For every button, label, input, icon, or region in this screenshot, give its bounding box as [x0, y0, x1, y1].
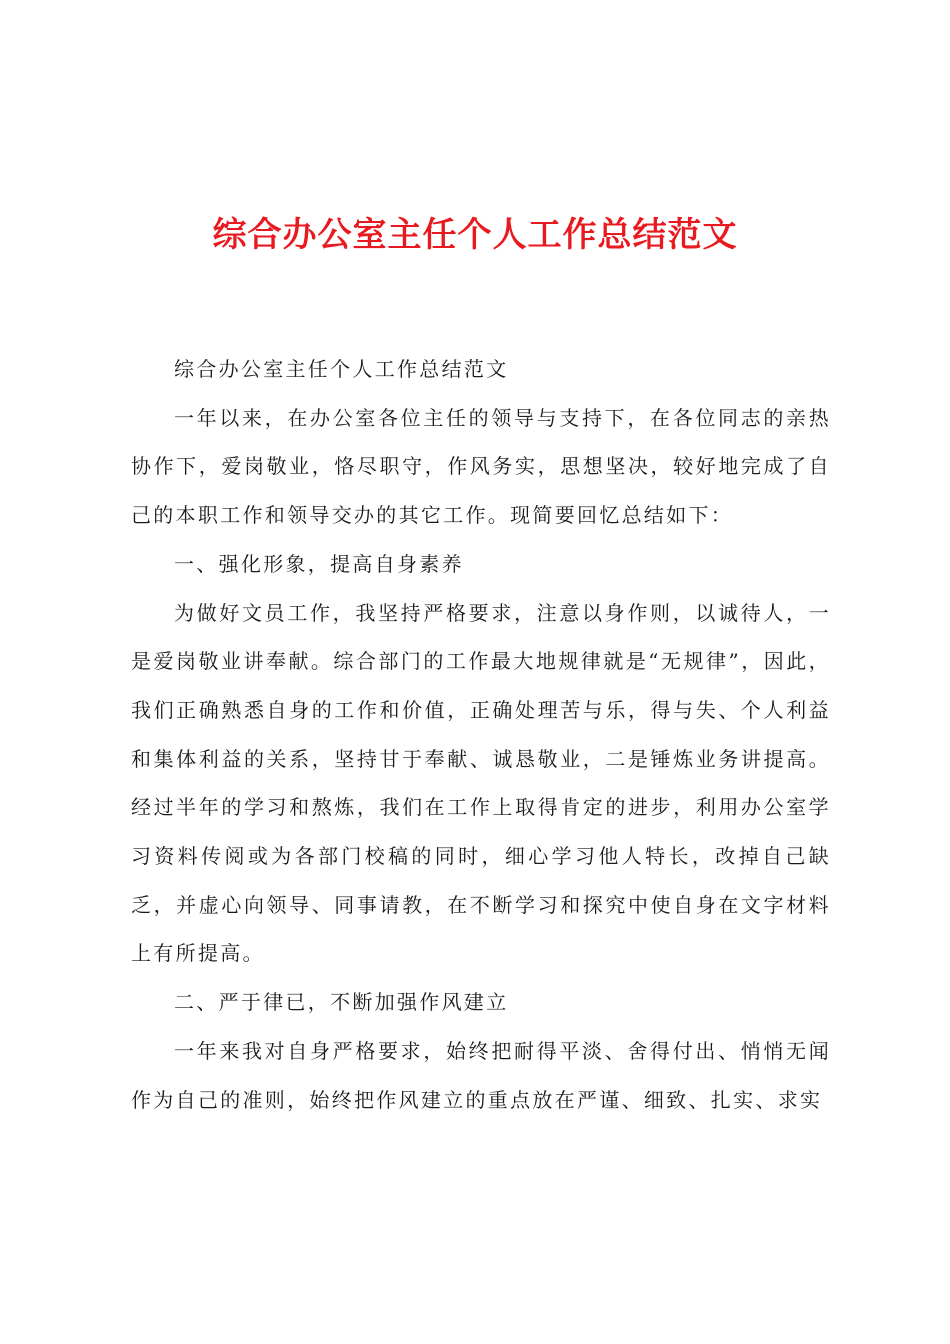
section-heading-2: 二、严于律已，不断加强作风建立: [174, 990, 509, 1015]
paragraph-section-2: 一年来我对自身严格要求，始终把耐得平淡、舍得付出、悄悄无闻作为自己的准则，始终把作风建立的重点放在严谨、细致、扎实、求实: [131, 1038, 831, 1112]
paragraph-section-1: 为做好文员工作，我坚持严格要求，注意以身作则，以诚待人，一是爱岗敬业讲奉献。综合部门的工作最大地规律就是“无规律”，因此，我们正确熟悉自身的工作和价值，正确处理苦与乐，得与失、个人利益和集体利益的关系，坚持甘于奉献、诚恳敬业，二是锤炼业务讲提高。经过半年的学习和熬炼，我们在工作上取得肯定的进步，利用办公室学习资料传阅或为各部门校稿的同时，细心学习他人特长，改掉自己缺乏，并虚心向领导、同事请教，在不断学习和探究中使自身在文字材料上有所提高。: [131, 600, 831, 966]
paragraph-heading-repeat: 综合办公室主任个人工作总结范文: [174, 357, 509, 381]
document-title: 综合办公室主任个人工作总结范文: [212, 215, 738, 255]
section-heading-1: 一、强化形象，提高自身素养: [174, 551, 464, 576]
document-body: [131, 345, 831, 1124]
paragraph-intro: 一年以来，在办公室各位主任的领导与支持下，在各位同志的亲热协作下，爱岗敬业，恪尽职守，作风务实，思想坚决，较好地完成了自己的本职工作和领导交办的其它工作。现简要回忆总结如下：: [131, 405, 831, 528]
